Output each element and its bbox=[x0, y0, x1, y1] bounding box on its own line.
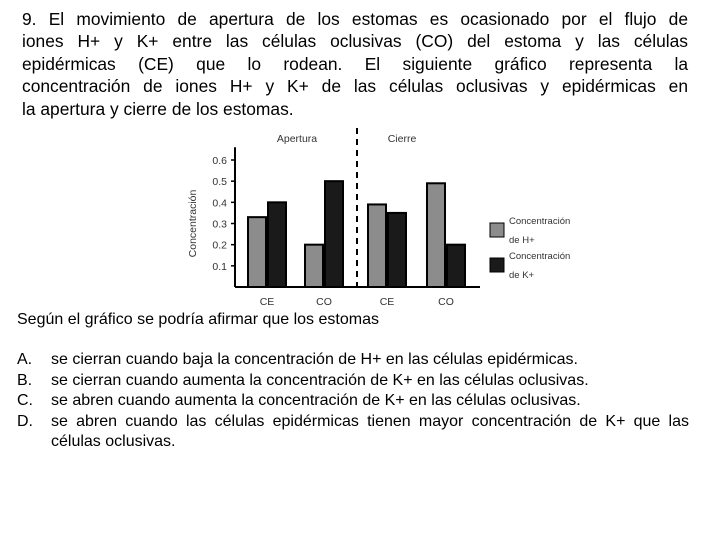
option-letter: B. bbox=[17, 371, 33, 389]
option-text: se cierran cuando aumenta la concentración de K+ en las células oclusivas. bbox=[51, 371, 589, 389]
ion-concentration-chart bbox=[180, 125, 610, 310]
bar-H-ce bbox=[368, 204, 386, 287]
y-tick-label: 0.5 bbox=[212, 176, 227, 189]
option-b[interactable] bbox=[17, 371, 689, 392]
answer-options bbox=[17, 350, 689, 453]
option-text: se cierran cuando baja la concentración de H+ en las células epidérmicas. bbox=[51, 351, 578, 368]
legend-label: de H+ bbox=[509, 235, 535, 246]
bar-H-co bbox=[427, 183, 445, 287]
y-tick-label: 0.6 bbox=[212, 155, 227, 167]
option-letter: D. bbox=[17, 412, 33, 430]
legend-swatch-H bbox=[490, 223, 504, 237]
option-text: se abren cuando aumenta la concentración de K+ en las células oclusivas. bbox=[51, 392, 581, 409]
stem-line: la apertura y cierre de los estomas. bbox=[22, 98, 294, 119]
group-label-apertura: Apertura bbox=[276, 133, 318, 145]
bar-K-ce bbox=[388, 213, 406, 287]
legend-swatch-K bbox=[490, 258, 504, 272]
option-text: se abren cuando las células epidérmicas tienen mayor concentración de K+ que las células oclusivas. bbox=[51, 412, 689, 450]
y-tick-label: 0.1 bbox=[212, 260, 227, 273]
option-d[interactable] bbox=[17, 412, 689, 453]
stem-line: concentración de iones H+ y K+ de las células oclusivas y epidérmicas en bbox=[22, 76, 688, 97]
stem-line: epidérmicas (CE) que lo rodean. El siguiente gráfico representa la bbox=[22, 53, 688, 74]
bar-H-co bbox=[305, 245, 323, 287]
bar-K-co bbox=[325, 181, 343, 287]
y-tick-label: 0.3 bbox=[212, 218, 227, 231]
y-tick-label: 0.4 bbox=[212, 197, 227, 210]
x-tick-label: CE bbox=[379, 296, 395, 308]
option-letter: A. bbox=[17, 351, 33, 368]
stem-line: iones H+ y K+ entre las células oclusivas (CO) del estoma y las células bbox=[22, 31, 688, 52]
bar-K-ce bbox=[268, 202, 286, 287]
x-tick-label: CE bbox=[259, 296, 275, 308]
option-a[interactable] bbox=[17, 350, 689, 371]
legend-label: Concentración bbox=[509, 251, 571, 262]
option-c[interactable] bbox=[17, 391, 689, 412]
bar-K-co bbox=[447, 245, 465, 287]
legend-label: de K+ bbox=[509, 270, 535, 281]
question-stem bbox=[22, 8, 688, 120]
y-tick-label: 0.2 bbox=[212, 239, 227, 252]
legend-label: Concentración bbox=[509, 216, 571, 227]
x-tick-label: CO bbox=[438, 296, 454, 308]
x-tick-label: CO bbox=[316, 296, 332, 308]
question-prompt: Según el gráfico se podría afirmar que los estomas bbox=[17, 311, 379, 328]
option-letter: C. bbox=[17, 392, 33, 409]
bar-H-ce bbox=[248, 217, 266, 287]
stem-line: 9. El movimiento de apertura de los estomas es ocasionado por el flujo de bbox=[22, 9, 688, 29]
y-axis-label: Concentración bbox=[187, 189, 199, 258]
group-label-cierre: Cierre bbox=[387, 133, 417, 145]
